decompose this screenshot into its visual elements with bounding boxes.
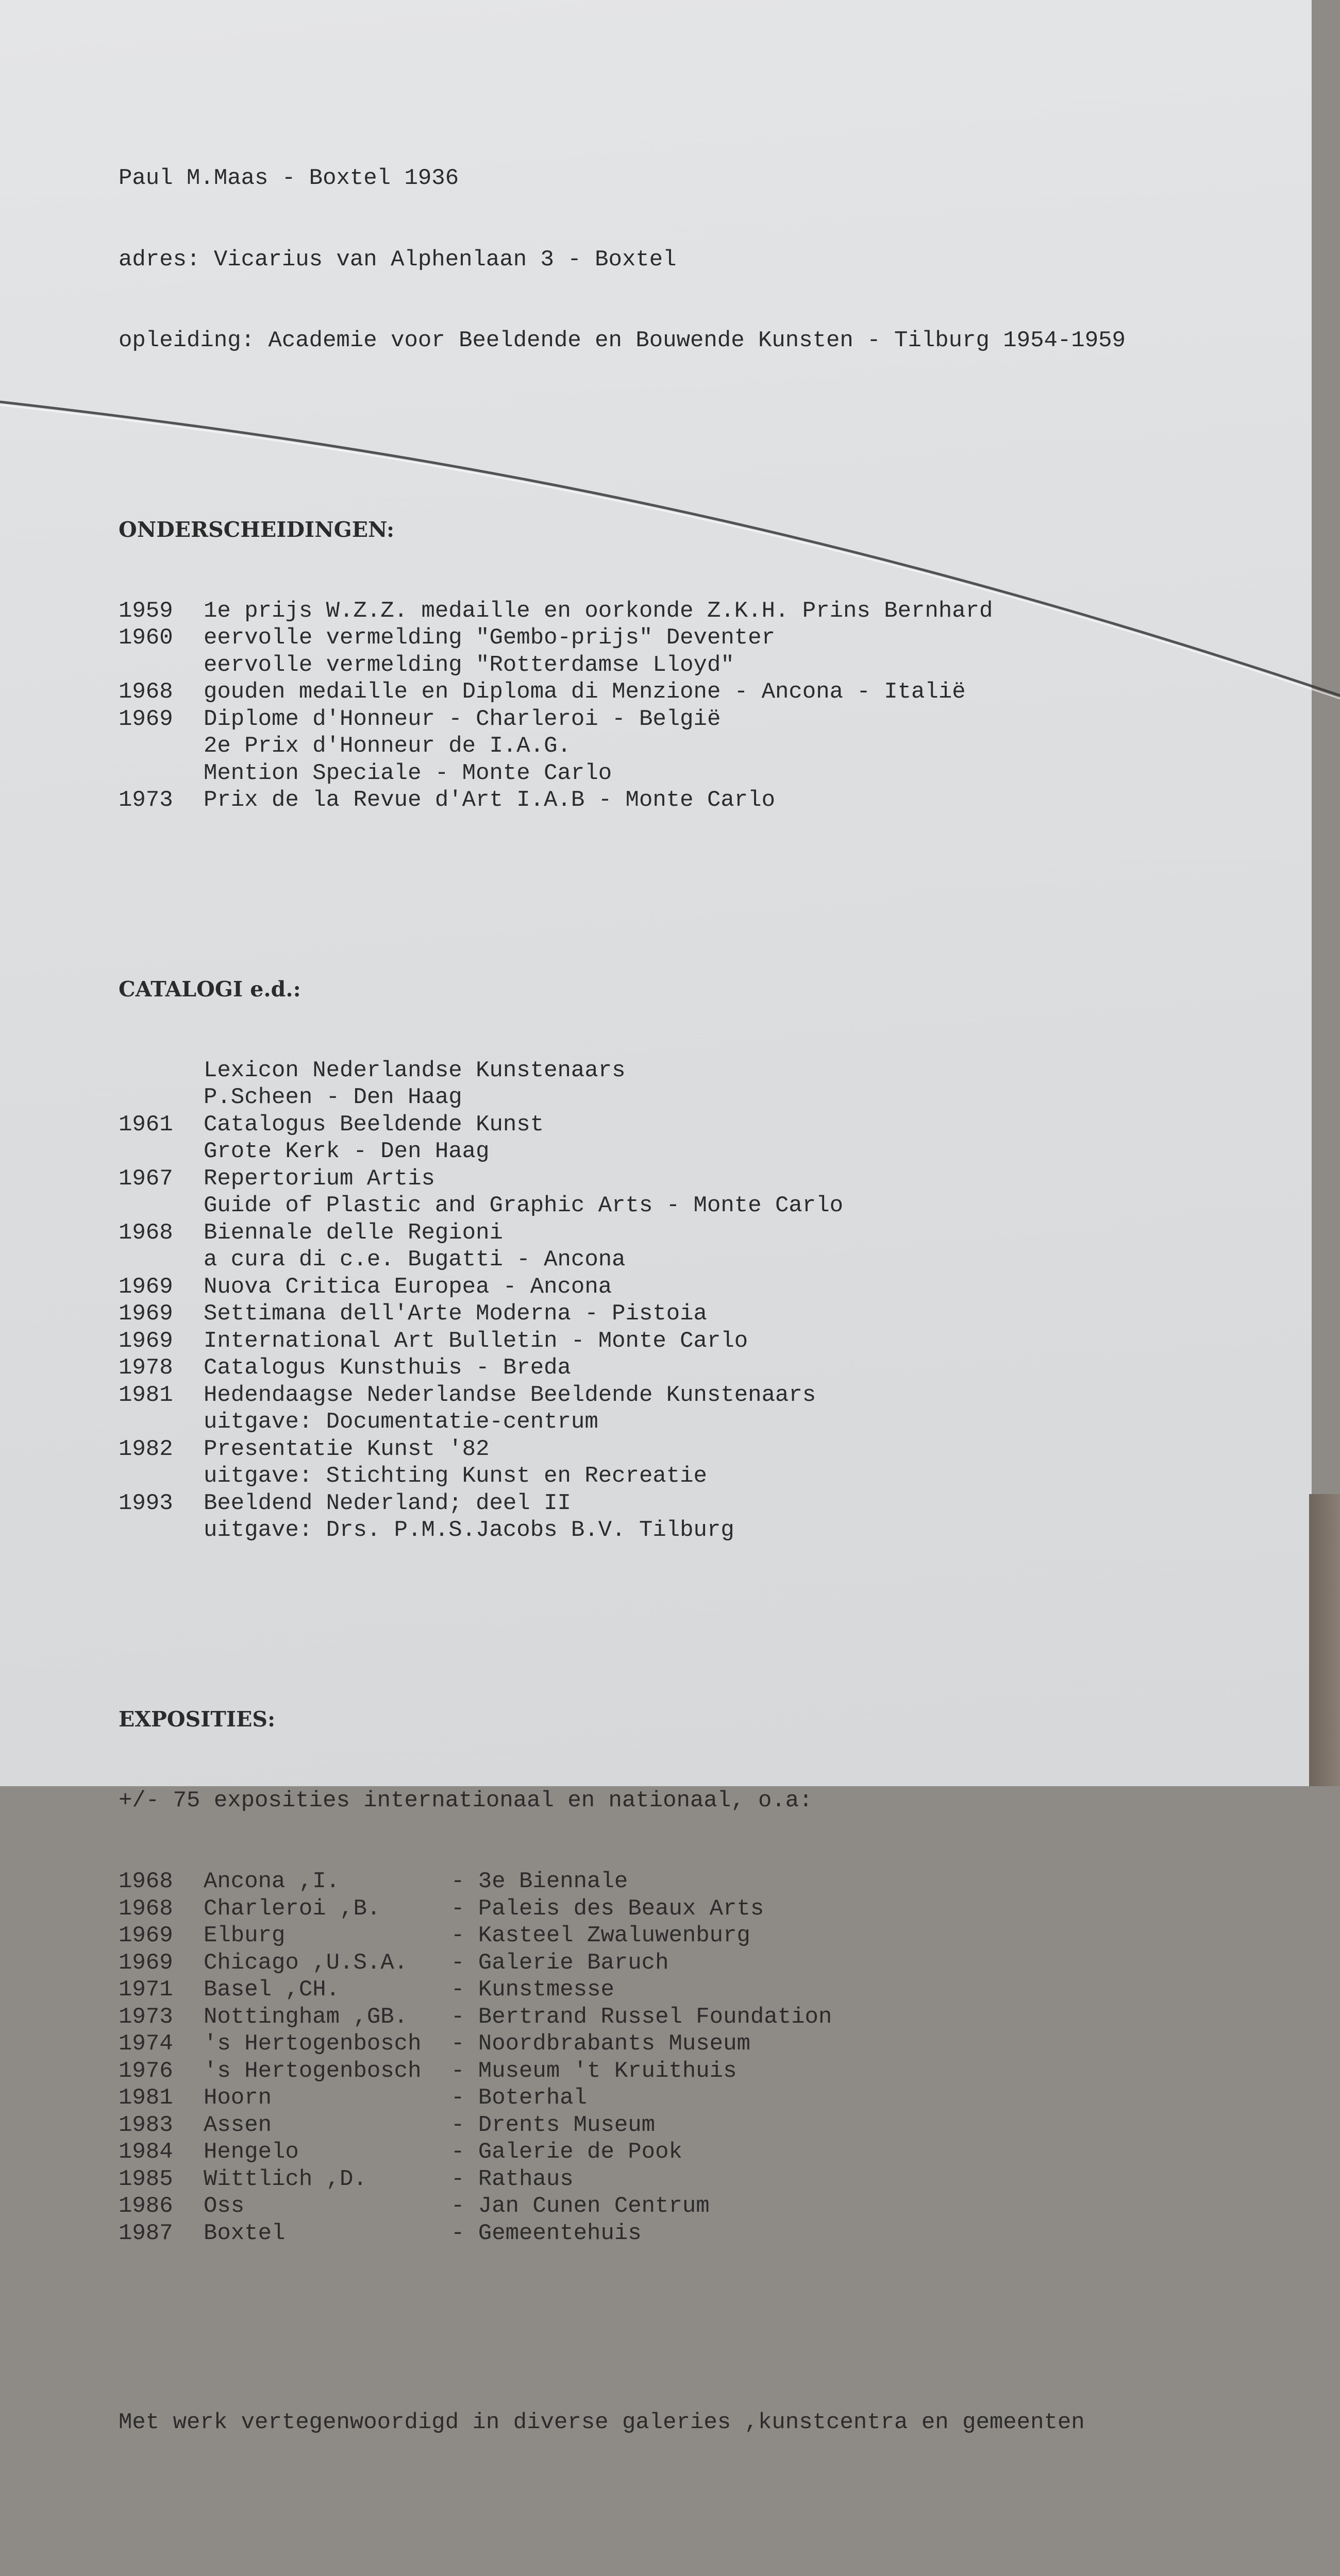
item-text: Nuova Critica Europea - Ancona (204, 1274, 612, 1300)
item-place: Charleroi ,B. (204, 1895, 381, 1922)
item-venue: - Bertrand Russel Foundation (451, 2004, 832, 2030)
item-text: a cura di c.e. Bugatti - Ancona (204, 1247, 626, 1273)
exhibitions-intro: +/- 75 exposities internationaal en nationaal, o.a: (119, 1787, 813, 1814)
item-venue: - Drents Museum (451, 2112, 656, 2138)
item-place: 's Hertogenbosch (204, 2058, 422, 2084)
item-text: Beeldend Nederland; deel II (204, 1490, 571, 1516)
item-place: Nottingham ,GB. (204, 2004, 408, 2030)
item-place: Wittlich ,D. (204, 2166, 367, 2192)
represented-line: Met werk vertegenwoordigd in diverse galeries ,kunstcentra en gemeenten (119, 2409, 1085, 2435)
catalogs-item (119, 1463, 1252, 1490)
exhibitions-item (119, 1950, 1252, 1977)
item-year: 1959 (119, 598, 173, 624)
exhibitions-item (119, 2166, 1252, 2193)
item-text: 1e prijs W.Z.Z. medaille en oorkonde Z.K.H. Prins Bernhard (204, 598, 993, 624)
item-year: 1981 (119, 2085, 173, 2111)
catalogs-item (119, 1274, 1252, 1301)
exhibitions-list (119, 1868, 1252, 2247)
item-venue: - Galerie de Pook (451, 2139, 682, 2165)
exhibitions-item (119, 2084, 1252, 2112)
item-year: 1968 (119, 679, 173, 705)
item-year: 1960 (119, 625, 173, 651)
exhibitions-item (119, 2004, 1252, 2031)
item-text: P.Scheen - Den Haag (204, 1084, 462, 1110)
catalogs-item (119, 1328, 1252, 1355)
item-text: Mention Speciale - Monte Carlo (204, 760, 612, 786)
cv-document (119, 111, 1252, 2576)
item-year: 1976 (119, 2058, 173, 2084)
catalogs-item (119, 1409, 1252, 1436)
item-place: 's Hertogenbosch (204, 2031, 422, 2057)
item-text: 2e Prix d'Honneur de I.A.G. (204, 733, 571, 759)
awards-item (119, 598, 1252, 625)
item-place: Ancona ,I. (204, 1869, 340, 1894)
item-year: 1983 (119, 2112, 173, 2138)
item-text: Settimana dell'Arte Moderna - Pistoia (204, 1301, 707, 1327)
item-year: 1973 (119, 787, 173, 813)
item-venue: - Jan Cunen Centrum (451, 2193, 710, 2219)
catalogs-item (119, 1084, 1252, 1111)
item-place: Hoorn (204, 2085, 272, 2111)
item-text: gouden medaille en Diploma di Menzione - Ancona - Italië (204, 679, 966, 705)
exhibitions-item (119, 2220, 1252, 2247)
awards-item (119, 706, 1252, 733)
item-text: Catalogus Beeldende Kunst (204, 1111, 544, 1138)
item-text: uitgave: Drs. P.M.S.Jacobs B.V. Tilburg (204, 1517, 734, 1543)
exhibitions-heading: EXPOSITIES: (119, 1707, 276, 1732)
background-edge (1309, 1494, 1340, 1786)
catalogs-heading: CATALOGI e.d.: (119, 977, 301, 1002)
item-year: 1981 (119, 1382, 173, 1408)
exhibitions-item (119, 2193, 1252, 2220)
catalogs-item (119, 1246, 1252, 1274)
item-text: Diplome d'Honneur - Charleroi - België (204, 706, 721, 732)
name-line: Paul M.Maas - Boxtel 1936 (119, 165, 459, 191)
awards-item (119, 679, 1252, 706)
item-venue: - Kasteel Zwaluwenburg (451, 1923, 750, 1948)
item-venue: - Galerie Baruch (451, 1950, 669, 1976)
item-year: 1987 (119, 2220, 173, 2246)
item-year: 1969 (119, 1328, 173, 1354)
item-text: Presentatie Kunst '82 (204, 1436, 490, 1462)
exhibitions-item (119, 2112, 1252, 2139)
catalogs-item (119, 1436, 1252, 1463)
awards-item (119, 760, 1252, 787)
exhibitions-item (119, 2139, 1252, 2166)
catalogs-item (119, 1057, 1252, 1084)
item-text: Grote Kerk - Den Haag (204, 1139, 490, 1164)
exhibitions-item (119, 1922, 1252, 1950)
item-place: Hengelo (204, 2139, 299, 2165)
catalogs-item (119, 1517, 1252, 1544)
item-year: 1986 (119, 2193, 173, 2219)
catalogs-item (119, 1490, 1252, 1517)
item-year: 1974 (119, 2031, 173, 2057)
item-venue: - Kunstmesse (451, 1977, 614, 2003)
item-year: 1985 (119, 2166, 173, 2192)
item-year: 1969 (119, 706, 173, 732)
exhibitions-item (119, 1895, 1252, 1923)
item-place: Elburg (204, 1923, 286, 1948)
item-year: 1973 (119, 2004, 173, 2030)
item-year: 1982 (119, 1436, 173, 1462)
exhibitions-item (119, 2030, 1252, 2058)
education-line: opleiding: Academie voor Beeldende en Bouwende Kunsten - Tilburg 1954-1959 (119, 328, 1126, 353)
item-year: 1969 (119, 1301, 173, 1327)
catalogs-item (119, 1165, 1252, 1193)
item-text: eervolle vermelding "Gembo-prijs" Deventer (204, 625, 775, 651)
item-place: Basel ,CH. (204, 1977, 340, 2003)
awards-item (119, 624, 1252, 652)
item-text: Guide of Plastic and Graphic Arts - Monte Carlo (204, 1193, 844, 1218)
awards-item (119, 652, 1252, 679)
exhibitions-item (119, 2058, 1252, 2085)
awards-list (119, 598, 1252, 814)
item-text: Lexicon Nederlandse Kunstenaars (204, 1057, 626, 1083)
item-year: 1969 (119, 1950, 173, 1976)
item-year: 1967 (119, 1165, 173, 1192)
item-venue: - Gemeentehuis (451, 2220, 642, 2246)
awards-heading: ONDERSCHEIDINGEN: (119, 517, 395, 542)
catalogs-item (119, 1192, 1252, 1219)
item-venue: - Noordbrabants Museum (451, 2031, 750, 2057)
address-line: adres: Vicarius van Alphenlaan 3 - Boxtel (119, 246, 677, 273)
item-text: Catalogus Kunsthuis - Breda (204, 1355, 571, 1381)
item-text: uitgave: Documentatie-centrum (204, 1409, 598, 1435)
item-venue: - Boterhal (451, 2085, 588, 2111)
item-year: 1968 (119, 1219, 173, 1246)
item-year: 1968 (119, 1895, 173, 1922)
item-text: Prix de la Revue d'Art I.A.B - Monte Carlo (204, 787, 775, 813)
item-year: 1978 (119, 1355, 173, 1381)
item-place: Chicago ,U.S.A. (204, 1950, 408, 1976)
item-text: International Art Bulletin - Monte Carlo (204, 1328, 748, 1354)
item-year: 1968 (119, 1869, 173, 1894)
exhibitions-item (119, 1868, 1252, 1895)
item-year: 1971 (119, 1977, 173, 2003)
awards-item (119, 787, 1252, 814)
catalogs-item (119, 1300, 1252, 1328)
item-venue: - Paleis des Beaux Arts (451, 1895, 764, 1922)
item-venue: - Museum 't Kruithuis (451, 2058, 737, 2084)
catalogs-list (119, 1057, 1252, 1544)
awards-item (119, 733, 1252, 760)
item-text: Biennale delle Regioni (204, 1219, 503, 1246)
item-venue: - Rathaus (451, 2166, 574, 2192)
catalogs-item (119, 1382, 1252, 1409)
item-venue: - 3e Biennale (451, 1869, 628, 1894)
exhibitions-item (119, 1976, 1252, 2004)
item-year: 1969 (119, 1923, 173, 1948)
catalogs-item (119, 1354, 1252, 1382)
catalogs-item (119, 1219, 1252, 1247)
item-place: Assen (204, 2112, 272, 2138)
item-year: 1984 (119, 2139, 173, 2165)
catalogs-item (119, 1138, 1252, 1165)
item-text: Repertorium Artis (204, 1165, 435, 1192)
item-text: eervolle vermelding "Rotterdamse Lloyd" (204, 652, 734, 678)
item-place: Boxtel (204, 2220, 286, 2246)
catalogs-item (119, 1111, 1252, 1139)
item-text: Hedendaagse Nederlandse Beeldende Kunstenaars (204, 1382, 816, 1408)
item-year: 1993 (119, 1490, 173, 1516)
item-year: 1969 (119, 1274, 173, 1300)
item-place: Oss (204, 2193, 245, 2219)
item-text: uitgave: Stichting Kunst en Recreatie (204, 1463, 707, 1489)
item-year: 1961 (119, 1111, 173, 1138)
